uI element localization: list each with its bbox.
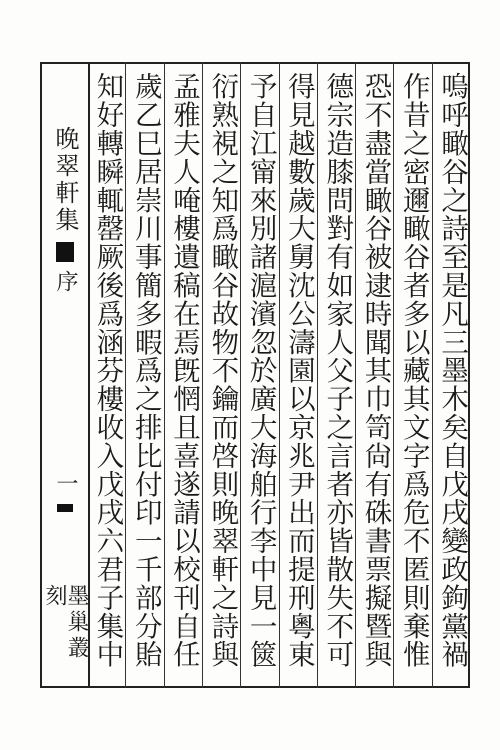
fishtail-mark-top xyxy=(56,242,74,262)
column-text: 知好轉瞬輒罄厥後爲涵芬樓收入戊戌六君子集中 xyxy=(91,72,124,669)
publisher-label: 墨巢叢刻 xyxy=(42,584,89,662)
text-column xyxy=(279,62,317,688)
section-label: 序 xyxy=(53,270,78,292)
text-column xyxy=(393,62,431,688)
book-title: 晚翠軒集 xyxy=(51,126,79,234)
column-text: 予自江甯來別諸滬濱忽於廣大海舶行李中見一篋 xyxy=(244,72,277,669)
text-column xyxy=(125,62,163,688)
page-number: 一 xyxy=(53,472,78,494)
text-column xyxy=(164,62,202,688)
text-column xyxy=(317,62,355,688)
fishtail-mark-bottom xyxy=(57,504,73,512)
page-gutter xyxy=(40,62,88,688)
text-columns xyxy=(88,62,470,688)
text-column xyxy=(240,62,278,688)
column-text: 孟雅夫人唵樓遺稿在焉旣惘且喜遂請以校刊自任 xyxy=(168,72,201,669)
column-text: 衍熟視之知爲瞰谷故物不鑰而啓則晚翠軒之詩與 xyxy=(206,72,239,669)
column-text: 作昔之密邇瞰谷者多以藏其文字爲危不匿則棄惟 xyxy=(397,72,430,669)
text-column xyxy=(88,62,125,688)
column-text: 嗚呼瞰谷之詩至是凡三墨木矣自戊戌變政鉤黨禍 xyxy=(436,72,469,669)
column-text: 恐不盡當瞰谷被逮時聞其巾笥尙有硃書票擬暨與 xyxy=(359,72,392,669)
column-text: 歲乙巳居崇川事簡多暇爲之排比付印一千部分貽 xyxy=(129,72,162,669)
text-column xyxy=(432,62,470,688)
text-column xyxy=(355,62,393,688)
column-text: 得見越數歲大舅沈公濤園以京兆尹出而提刑粵東 xyxy=(282,72,315,669)
text-column xyxy=(202,62,240,688)
column-text: 德宗造膝問對有如家人父子之言者亦皆散失不可 xyxy=(321,72,354,669)
